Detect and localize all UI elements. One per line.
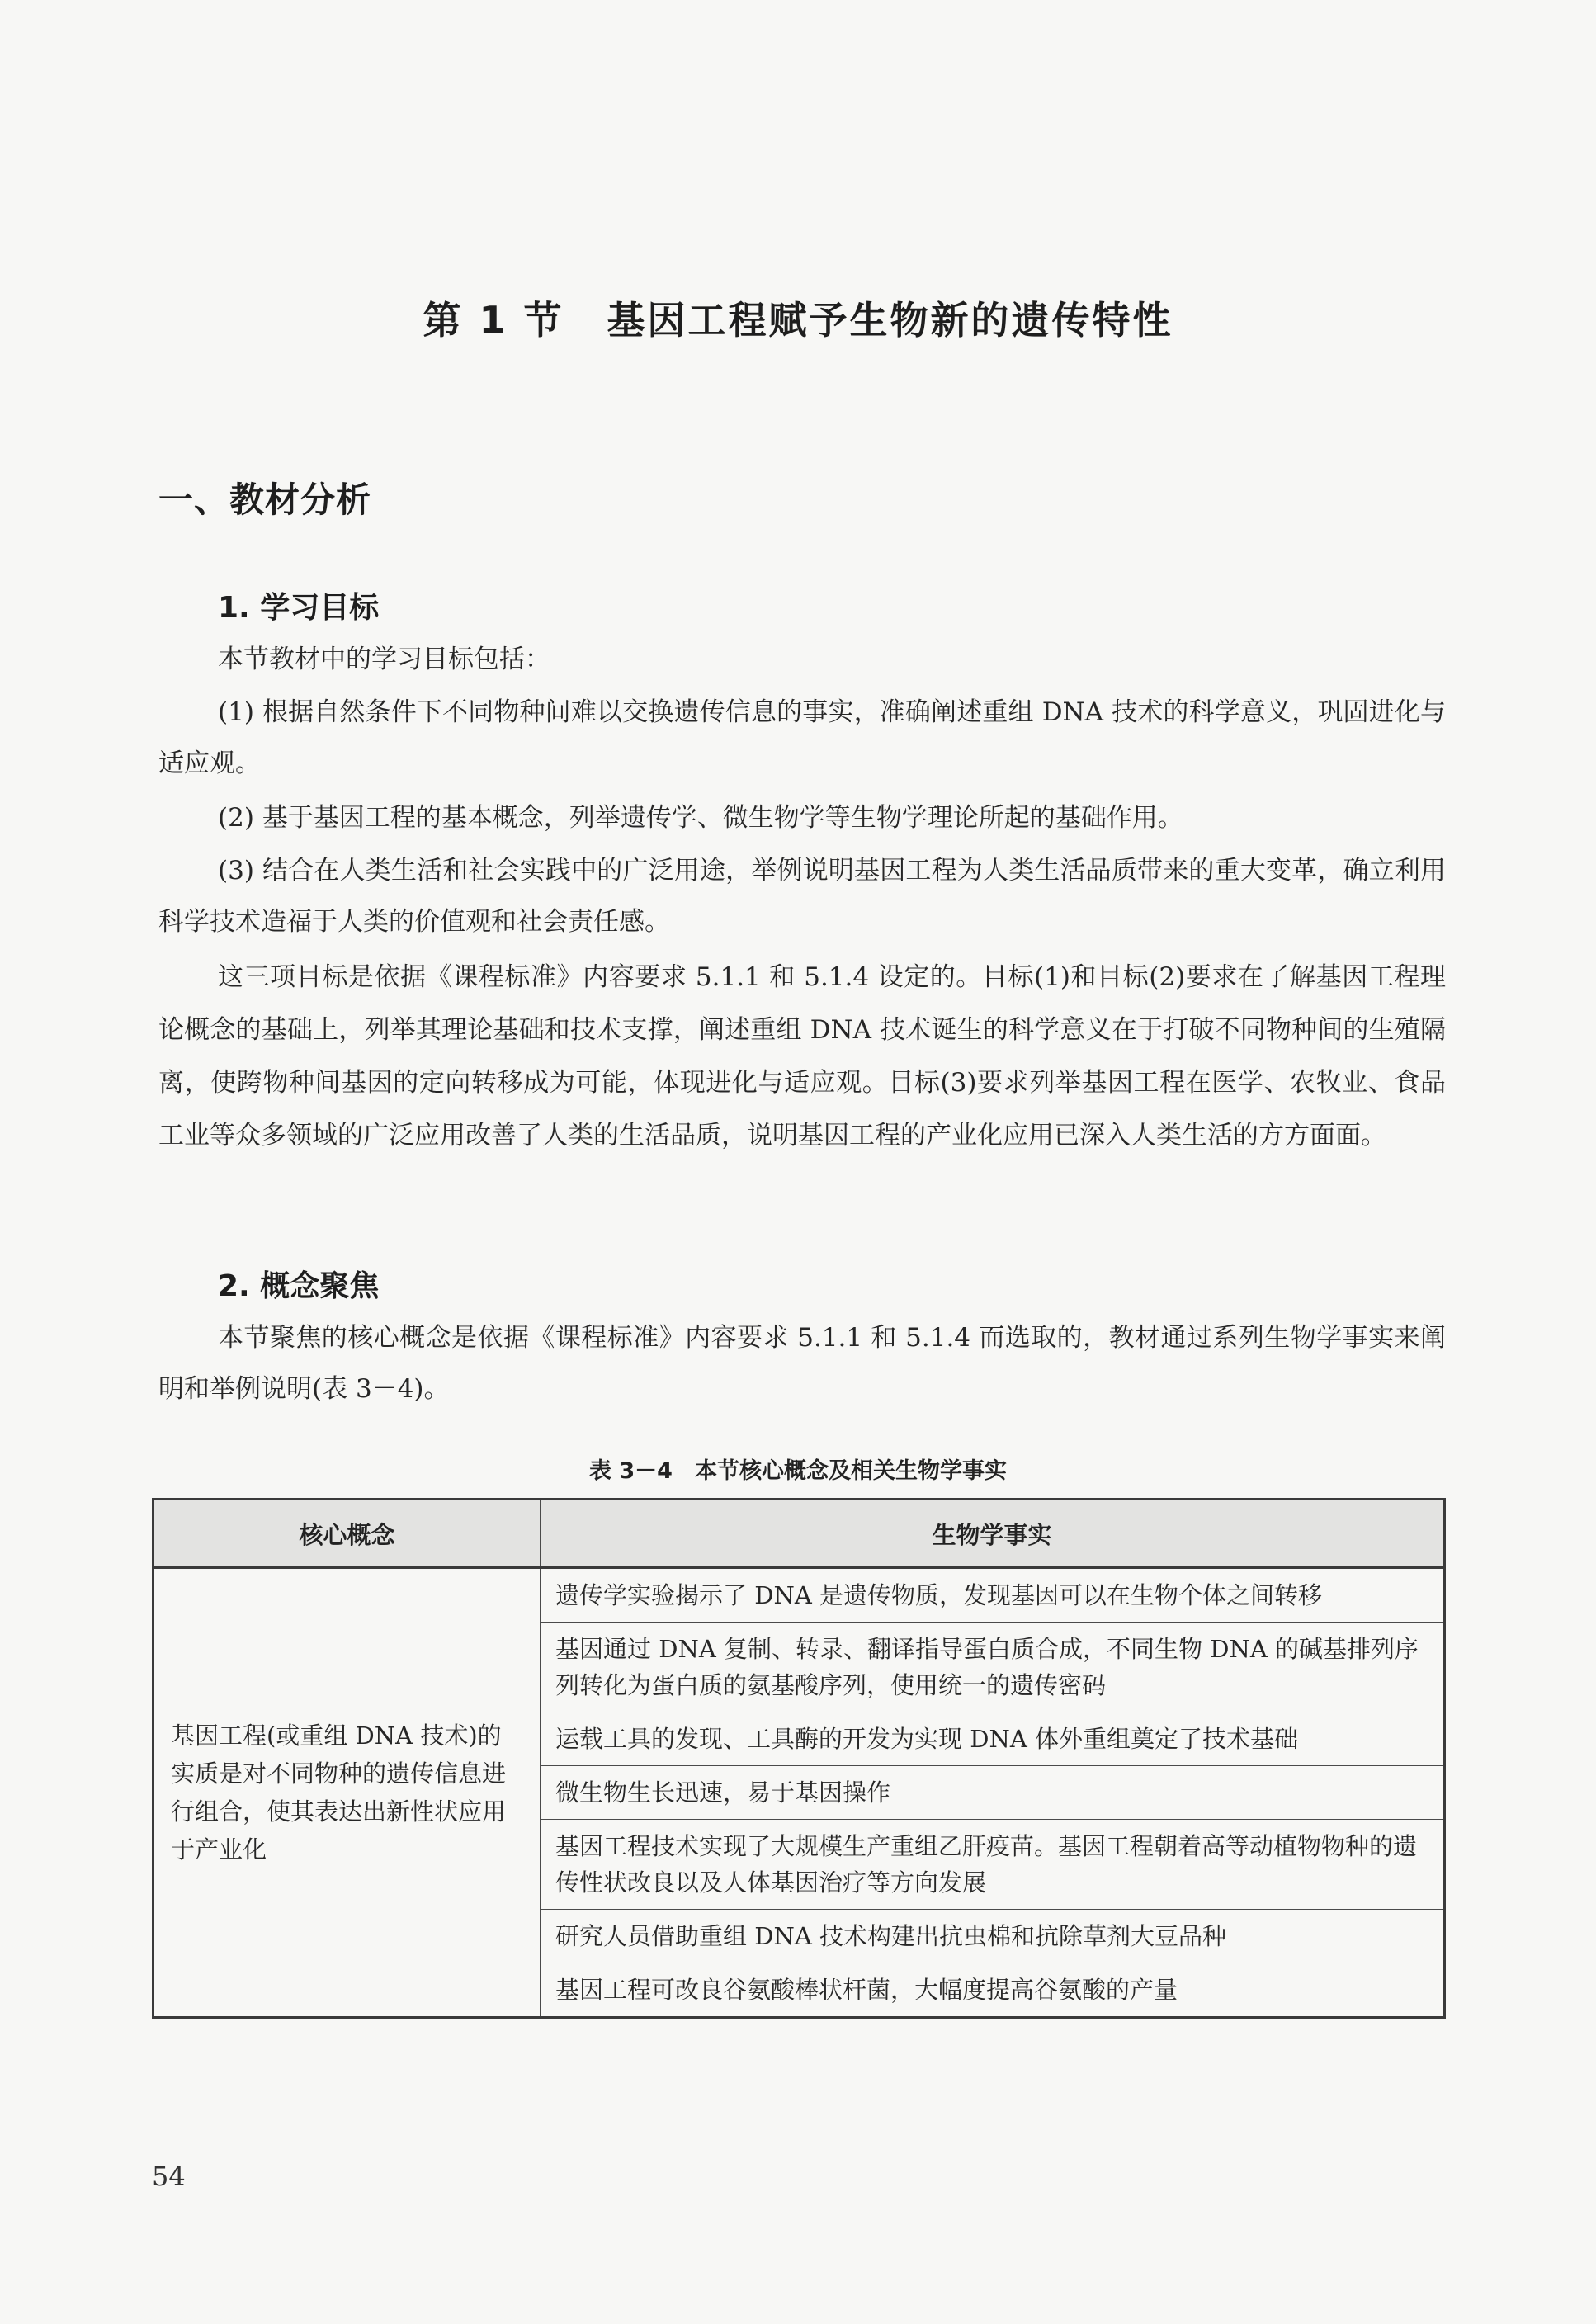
- heading-concept-focus: 2. 概念聚焦: [218, 1269, 380, 1303]
- heading-learning-goals: 1. 学习目标: [218, 591, 380, 625]
- fact-cell: 基因工程可改良谷氨酸棒状杆菌，大幅度提高谷氨酸的产量: [541, 1963, 1445, 2018]
- chapter-title: [0, 290, 1596, 345]
- goals-intro: 本节教材中的学习目标包括：: [218, 645, 550, 674]
- column-header-concept: 核心概念: [153, 1500, 541, 1568]
- goal-item-1: (1) 根据自然条件下不同物种间难以交换遗传信息的事实，准确阐述重组 DNA 技术的科学意义，巩固进化与适应观。: [158, 697, 1446, 778]
- goal-item-3: (3) 结合在人类生活和社会实践中的广泛用途，举例说明基因工程为人类生活品质带来的重大变革，确立利用科学技术造福于人类的价值观和社会责任感。: [158, 856, 1446, 937]
- page-number: 54: [152, 2161, 186, 2192]
- fact-cell: 遗传学实验揭示了 DNA 是遗传物质，发现基因可以在生物个体之间转移: [541, 1568, 1445, 1623]
- fact-cell: 基因工程技术实现了大规模生产重组乙肝疫苗。基因工程朝着高等动植物物种的遗传性状改良以及人体基因治疗等方向发展: [541, 1820, 1445, 1910]
- core-concept-cell: 基因工程(或重组 DNA 技术)的实质是对不同物种的遗传信息进行组合，使其表达出新性状应用于产业化: [153, 1568, 541, 2018]
- table-header-row: [153, 1500, 1445, 1568]
- core-concept-table: [152, 1498, 1446, 2019]
- concept-focus-text: 本节聚焦的核心概念是依据《课程标准》内容要求 5.1.1 和 5.1.4 而选取的，教材通过系列生物学事实来阐明和举例说明(表 3－4)。: [158, 1323, 1446, 1404]
- section-label: 第 1 节: [423, 298, 564, 342]
- goal-item-2: (2) 基于基因工程的基本概念，列举遗传学、微生物学等生物学理论所起的基础作用。: [218, 803, 1183, 833]
- fact-cell: 研究人员借助重组 DNA 技术构建出抗虫棉和抗除草剂大豆品种: [541, 1910, 1445, 1963]
- fact-cell: 微生物生长迅速，易于基因操作: [541, 1766, 1445, 1820]
- fact-cell: 运载工具的发现、工具酶的开发为实现 DNA 体外重组奠定了技术基础: [541, 1712, 1445, 1766]
- fact-cell: 基因通过 DNA 复制、转录、翻译指导蛋白质合成，不同生物 DNA 的碱基排列序列转化为蛋白质的氨基酸序列，使用统一的遗传密码: [541, 1623, 1445, 1712]
- table-caption: 表 3－4 本节核心概念及相关生物学事实: [589, 1458, 1007, 1484]
- goals-explanation: 这三项目标是依据《课程标准》内容要求 5.1.1 和 5.1.4 设定的。目标(1)和目标(2)要求在了解基因工程理论概念的基础上，列举其理论基础和技术支撑，阐述重组 DNA 技术诞生的科学意义在于打破不同物种间的生殖隔离，使跨物种间基因的定向转移成为可能，体现进化与适应观。目标(3)要求列举基因工程在医学、农牧业、食品工业等众多领域的广泛应用改善了人类的生活品质，说明基因工程的产业化应用已深入人类生活的方方面面。: [158, 962, 1446, 1150]
- section-title: 基因工程赋予生物新的遗传特性: [607, 298, 1173, 342]
- heading-textbook-analysis: 一、教材分析: [158, 479, 372, 520]
- column-header-facts: 生物学事实: [541, 1500, 1445, 1568]
- table-row: [153, 1568, 1445, 1623]
